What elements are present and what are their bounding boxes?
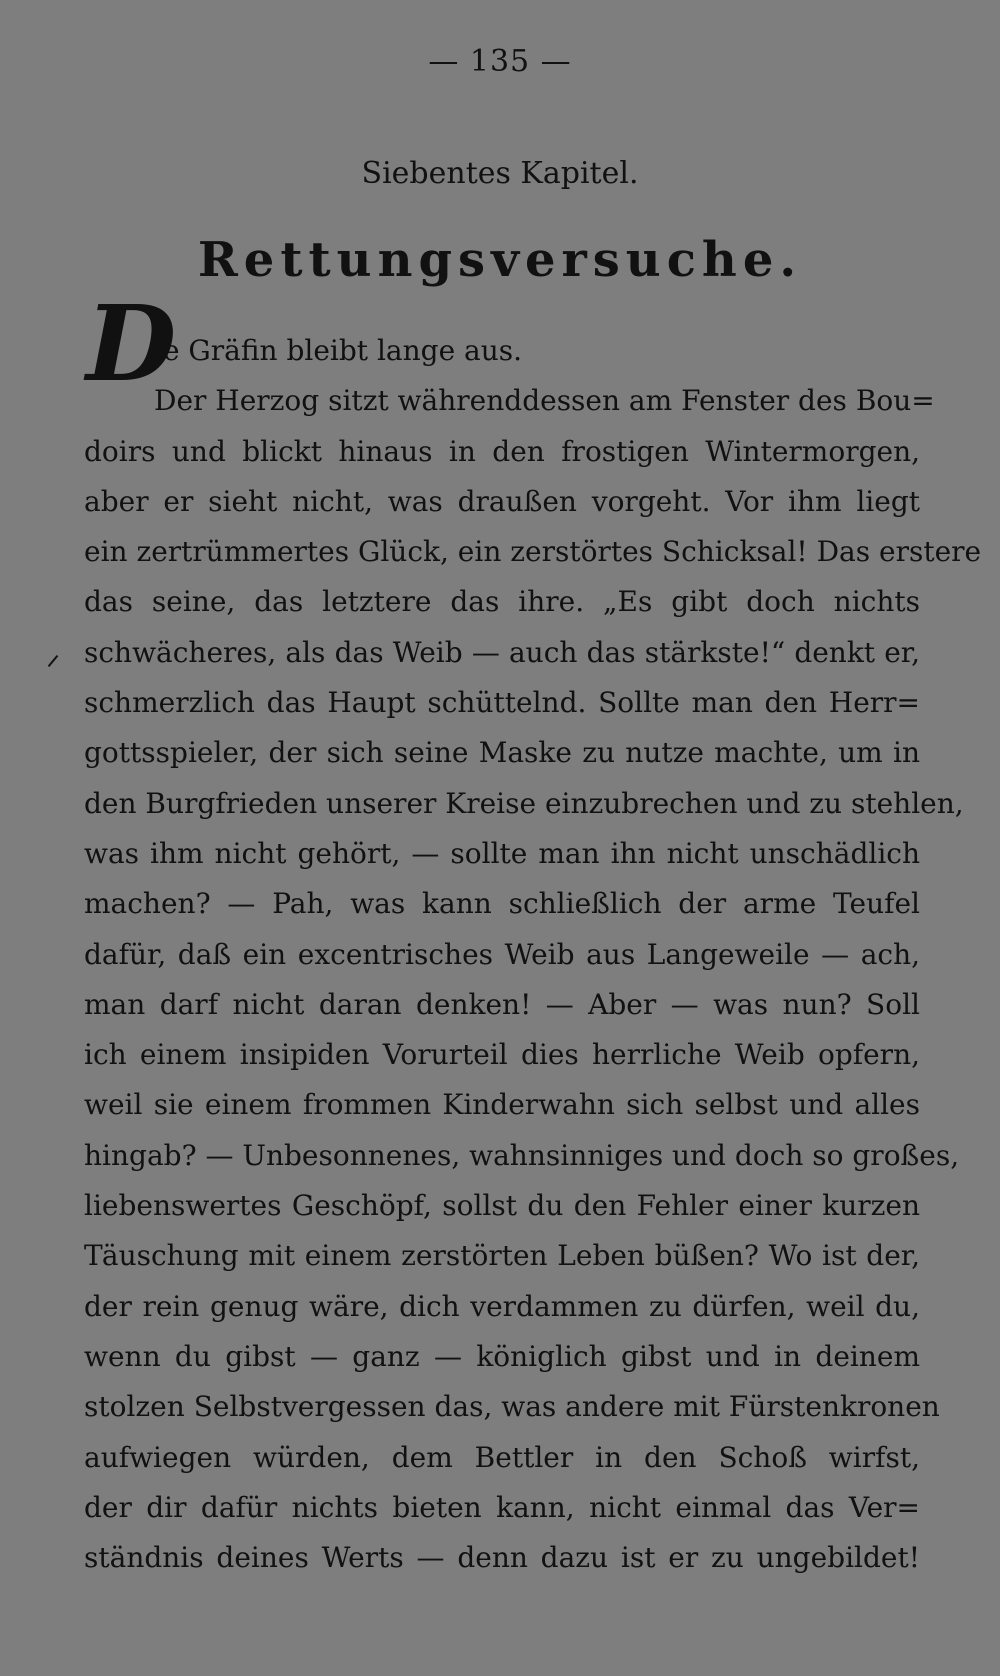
text-line: aufwiegen würden, dem Bettler in den Schoß wirfst, bbox=[84, 1440, 920, 1474]
text-line: aber er sieht nicht, was draußen vorgeht. Vor ihm liegt bbox=[84, 484, 920, 518]
text-line: machen? — Pah, was kann schließlich der arme Teufel bbox=[84, 887, 920, 921]
text-line: doirs und blickt hinaus in den frostigen Wintermorgen, bbox=[84, 434, 920, 468]
text-line: der dir dafür nichts bieten kann, nicht einmal das Ver= bbox=[84, 1490, 920, 1524]
text-line: schwächeres, als das Weib — auch das stärkste!“ denkt er, bbox=[84, 635, 920, 669]
chapter-title: Rettungsversuche. bbox=[197, 232, 803, 288]
text-line: schmerzlich das Haupt schüttelnd. Sollte man den Herr= bbox=[84, 686, 920, 720]
text-line: hingab? — Unbesonnenes, wahnsinniges und doch so großes, bbox=[84, 1138, 960, 1172]
text-line: man darf nicht daran denken! — Aber — was nun? Soll bbox=[84, 987, 920, 1021]
text-line: ständnis deines Werts — denn dazu ist er zu ungebildet! bbox=[84, 1541, 920, 1575]
chapter-heading: Siebentes Kapitel. bbox=[361, 156, 639, 191]
text-line: stolzen Selbstvergessen das, was andere mit Fürstenkronen bbox=[84, 1390, 940, 1424]
text-line: wenn du gibst — ganz — königlich gibst und in deinem bbox=[84, 1339, 920, 1373]
drop-cap: D bbox=[86, 282, 177, 405]
body-text bbox=[84, 326, 982, 1583]
text-line: den Burgfrieden unserer Kreise einzubrechen und zu stehlen, bbox=[84, 786, 964, 820]
text-line: was ihm nicht gehört, — sollte man ihn nicht unschädlich bbox=[84, 836, 920, 870]
text-line: ein zertrümmertes Glück, ein zerstörtes Schicksal! Das erstere bbox=[84, 535, 982, 569]
text-line: liebenswertes Geschöpf, sollst du den Fehler einer kurzen bbox=[84, 1189, 920, 1223]
text-line: gottsspieler, der sich seine Maske zu nutze machte, um in bbox=[84, 736, 920, 770]
text-line: Der Herzog sitzt währenddessen am Fenster des Bou= bbox=[154, 384, 935, 418]
text-line: dafür, daß ein excentrisches Weib aus Langeweile — ach, bbox=[84, 937, 920, 971]
margin-pencil-mark bbox=[48, 655, 59, 667]
text-line: der rein genug wäre, dich verdammen zu dürfen, weil du, bbox=[84, 1289, 920, 1323]
page-number: — 135 — bbox=[428, 44, 572, 79]
text-line: ie Gräfin bleibt lange aus. bbox=[154, 334, 523, 367]
text-line: Täuschung mit einem zerstörten Leben büßen? Wo ist der, bbox=[84, 1239, 920, 1273]
text-line: weil sie einem frommen Kinderwahn sich selbst und alles bbox=[84, 1088, 920, 1122]
text-line: ich einem insipiden Vorurteil dies herrliche Weib opfern, bbox=[84, 1038, 920, 1072]
text-line: das seine, das letztere das ihre. „Es gibt doch nichts bbox=[84, 585, 920, 619]
